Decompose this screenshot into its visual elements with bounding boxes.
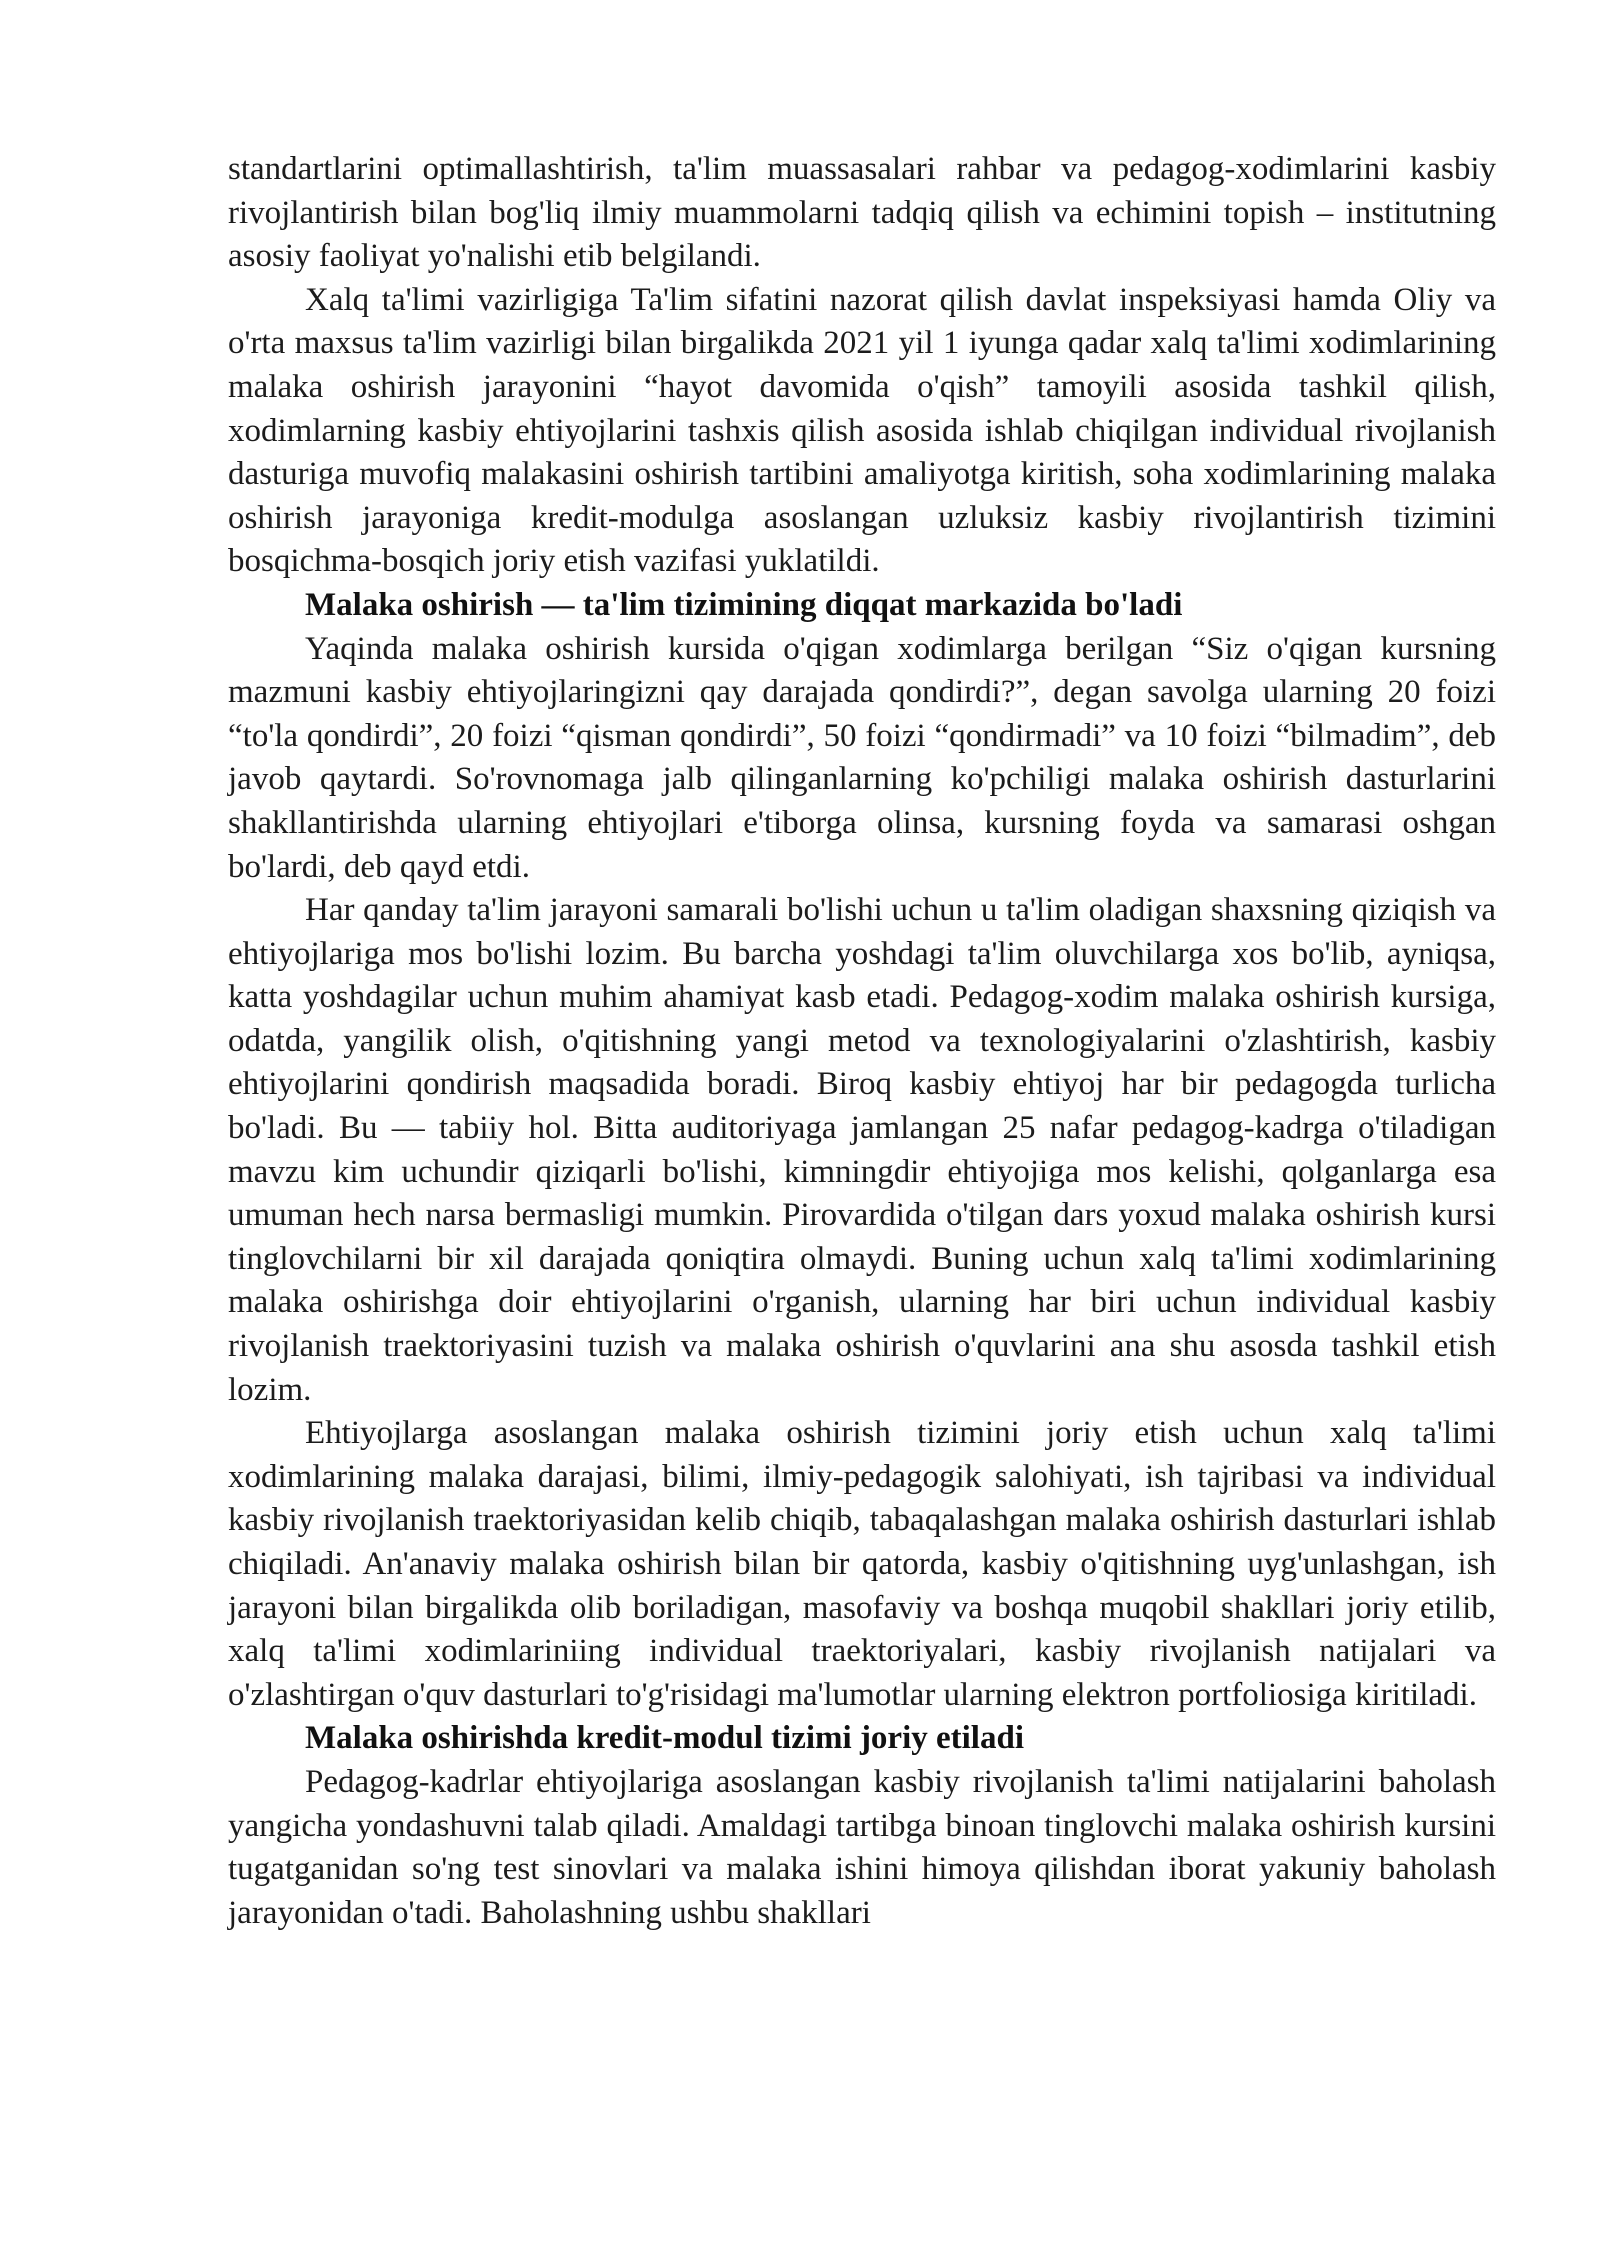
document-page bbox=[228, 148, 1496, 1935]
section-heading-credit-module: Malaka oshirishda kredit-modul tizimi joriy etiladi bbox=[305, 1720, 1024, 1757]
section-heading-training-focus: Malaka oshirish — ta'lim tizimining diqqat markazida bo'ladi bbox=[305, 586, 1183, 623]
paragraph-needs-based-system: Ehtiyojlarga asoslangan malaka oshirish tizimini joriy etish uchun xalq ta'limi xodimlarining malaka darajasi, bilimi, ilmiy-pedagogik salohiyati, ish tajribasi va individual kasbiy rivojlanish traektoriyasidan kelib chiqib, tabaqalashgan malaka oshirish dasturlari ishlab chiqiladi. An'anaviy malaka oshirish bilan bir qatorda, kasbiy o'qitishning uyg'unlashgan, ish jarayoni bilan birgalikda olib boriladigan, masofaviy va boshqa muqobil shakllari joriy etilib, xalq ta'limi xodimlariniing individual traektoriyalari, kasbiy rivojlanish natijalari va o'zlashtirgan o'quv dasturlari to'g'risidagi ma'lumotlar ularning elektron portfoliosiga kiritiladi. bbox=[228, 1415, 1496, 1713]
paragraph-ministry-task: Xalq ta'limi vazirligiga Ta'lim sifatini nazorat qilish davlat inspeksiyasi hamda Oliy va o'rta maxsus ta'lim vazirligi bilan birgalikda 2021 yil 1 iyunga qadar xalq ta'limi xodimlarining malaka oshirish jarayonini “hayot davomida o'qish” tamoyili asosida tashkil qilish, xodimlarning kasbiy ehtiyojlarini tashxis qilish asosida ishlab chiqilgan individual rivojlanish dasturiga muvofiq malakasini oshirish tartibini amaliyotga kiritish, soha xodimlarining malaka oshirish jarayoniga kredit-modulga asoslangan uzluksiz kasbiy rivojlantirish tizimini bosqichma-bosqich joriy etish vazifasi yuklatildi. bbox=[228, 281, 1496, 580]
paragraph-assessment: Pedagog-kadrlar ehtiyojlariga asoslangan kasbiy rivojlanish ta'limi natijalarini baholash yangicha yondashuvni talab qiladi. Amaldagi tartibga binoan tinglovchi malaka oshirish kursini tugatganidan so'ng test sinovlari va malaka ishini himoya qilishdan iborat yakuniy baholash jarayonidan o'tadi. Baholashning ushbu shakllari bbox=[228, 1763, 1496, 1931]
paragraph-learner-needs: Har qanday ta'lim jarayoni samarali bo'lishi uchun u ta'lim oladigan shaxsning qiziqish va ehtiyojlariga mos bo'lishi lozim. Bu barcha yoshdagi ta'lim oluvchilarga xos bo'lib, ayniqsa, katta yoshdagilar uchun muhim ahamiyat kasb etadi. Pedagog-xodim malaka oshirish kursiga, odatda, yangilik olish, o'qitishning yangi metod va texnologiyalarini o'zlashtirish, kasbiy ehtiyojlarini qondirish maqsadida boradi. Biroq kasbiy ehtiyoj har bir pedagogda turlicha bo'ladi. Bu — tabiiy hol. Bitta auditoriyaga jamlangan 25 nafar pedagog-kadrga o'tiladigan mavzu kim uchundir qiziqarli bo'lishi, kimningdir ehtiyojiga mos kelishi, qolganlarga esa umuman hech narsa bermasligi mumkin. Pirovardida o'tilgan dars yoxud malaka oshirish kursi tinglovchilarni bir xil darajada qoniqtira olmaydi. Buning uchun xalq ta'limi xodimlarining malaka oshirishga doir ehtiyojlarini o'rganish, ularning har biri uchun individual kasbiy rivojlanish traektoriyasini tuzish va malaka oshirish o'quvlarini ana shu asosda tashkil etish lozim. bbox=[228, 892, 1496, 1408]
paragraph-survey-results: Yaqinda malaka oshirish kursida o'qigan xodimlarga berilgan “Siz o'qigan kursning mazmuni kasbiy ehtiyojlaringizni qay darajada qondirdi?”, degan savolga ularning 20 foizi “to'la qondirdi”, 20 foizi “qisman qondirdi”, 50 foizi “qondirmadi” va 10 foizi “bilmadim”, deb javob qaytardi. So'rovnomaga jalb qilinganlarning ko'pchiligi malaka oshirish dasturlarini shakllantirishda ularning ehtiyojlari e'tiborga olinsa, kursning foyda va samarasi oshgan bo'lardi, deb qayd etdi. bbox=[228, 630, 1496, 885]
paragraph-continuation: standartlarini optimallashtirish, ta'lim muassasalari rahbar va pedagog-xodimlarini kasbiy rivojlantirish bilan bog'liq ilmiy muammolarni tadqiq qilish va echimini topish – institutning asosiy faoliyat yo'nalishi etib belgilandi. bbox=[228, 151, 1496, 275]
